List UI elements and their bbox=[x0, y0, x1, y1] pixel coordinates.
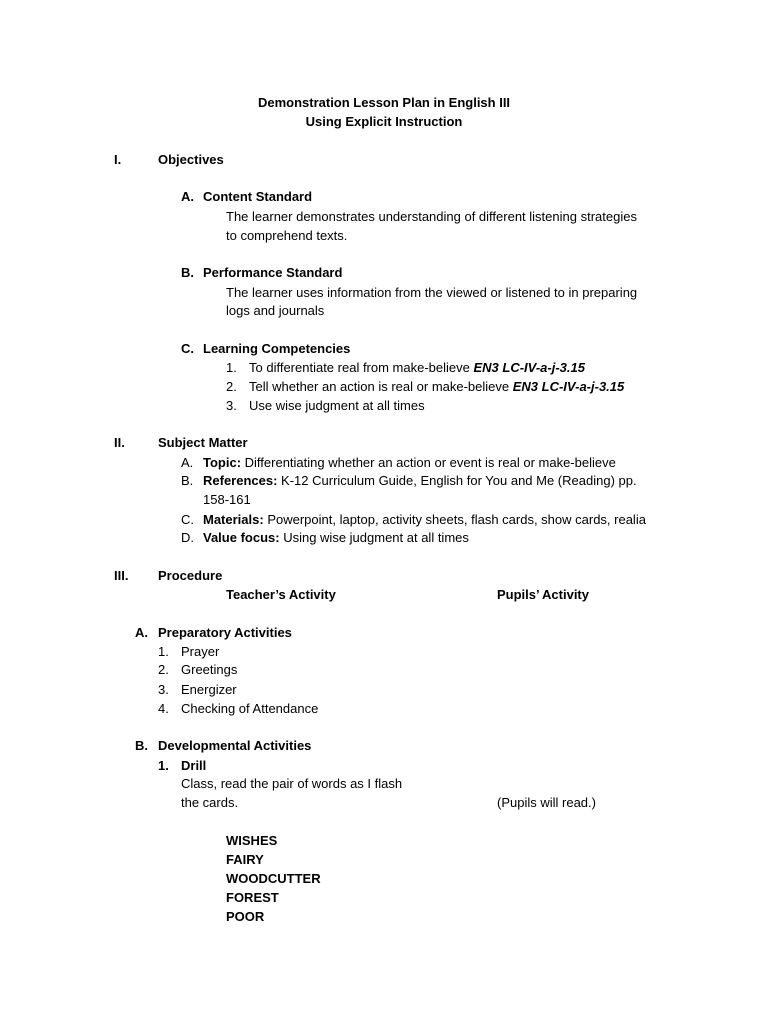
preparatory-item: Energizer bbox=[181, 682, 237, 697]
preparatory-letter: A. bbox=[135, 625, 148, 640]
learning-competencies-letter: C. bbox=[181, 341, 194, 356]
competency-number: 3. bbox=[226, 398, 237, 413]
competency-code: EN3 LC-IV-a-j-3.15 bbox=[512, 379, 625, 394]
subject-item-label: Value focus: bbox=[203, 530, 280, 545]
competency-code: EN3 LC-IV-a-j-3.15 bbox=[473, 360, 585, 375]
pupil-response: (Pupils will read.) bbox=[497, 795, 596, 810]
content-standard-title: Content Standard bbox=[203, 189, 313, 204]
content-standard-letter: A. bbox=[181, 189, 194, 204]
drill-word: WISHES bbox=[226, 833, 278, 848]
competency-text: Use wise judgment at all times bbox=[249, 398, 425, 413]
learning-competencies-title: Learning Competencies bbox=[203, 341, 351, 356]
subject-item-letter: C. bbox=[181, 512, 194, 527]
subject-item-text: K-12 Curriculum Guide, English for You and Me (Reading) pp. bbox=[277, 473, 637, 488]
subject-item-value-focus bbox=[203, 528, 469, 547]
developmental-title: Developmental Activities bbox=[158, 738, 312, 753]
drill-word: FAIRY bbox=[226, 852, 264, 867]
subject-item-text: Powerpoint, laptop, activity sheets, flash cards, show cards, realia bbox=[263, 512, 646, 527]
preparatory-title: Preparatory Activities bbox=[158, 625, 292, 640]
competency-item bbox=[249, 396, 425, 415]
performance-standard-text-line2: logs and journals bbox=[226, 303, 325, 318]
preparatory-number: 2. bbox=[158, 662, 169, 677]
section-1-title: Objectives bbox=[158, 152, 224, 167]
competency-item bbox=[249, 377, 624, 396]
section-2-title: Subject Matter bbox=[158, 435, 248, 450]
competency-text: Tell whether an action is real or make-believe bbox=[249, 379, 513, 394]
drill-word: FOREST bbox=[226, 890, 279, 905]
subject-item-materials bbox=[203, 510, 646, 529]
subject-item-text: Differentiating whether an action or event is real or make-believe bbox=[241, 455, 616, 470]
document-subtitle: Using Explicit Instruction bbox=[305, 114, 463, 129]
subject-item-letter: B. bbox=[181, 473, 194, 488]
subject-item-label: References: bbox=[203, 473, 278, 488]
subject-item-text: Using wise judgment at all times bbox=[279, 530, 469, 545]
content-standard-text-line1: The learner demonstrates understanding of different listening strategies bbox=[226, 209, 637, 224]
subject-item-label: Materials: bbox=[203, 512, 264, 527]
subject-item-label: Topic: bbox=[203, 455, 242, 470]
subject-item-letter: A. bbox=[181, 455, 194, 470]
preparatory-item: Prayer bbox=[181, 644, 220, 659]
drill-word: WOODCUTTER bbox=[226, 871, 321, 886]
competency-item bbox=[249, 358, 585, 377]
competency-number: 2. bbox=[226, 379, 237, 394]
teacher-activity-header: Teacher’s Activity bbox=[226, 587, 336, 602]
document-title: Demonstration Lesson Plan in English III bbox=[257, 95, 511, 110]
drill-number: 1. bbox=[158, 758, 169, 773]
section-3-title: Procedure bbox=[158, 568, 223, 583]
preparatory-number: 3. bbox=[158, 682, 169, 697]
subject-item-references bbox=[203, 471, 637, 490]
drill-title: Drill bbox=[181, 758, 207, 773]
performance-standard-letter: B. bbox=[181, 265, 194, 280]
subject-item-references-continued: 158-161 bbox=[203, 492, 251, 507]
preparatory-item: Checking of Attendance bbox=[181, 701, 319, 716]
drill-instruction-line1: Class, read the pair of words as I flash bbox=[181, 776, 403, 791]
drill-word: POOR bbox=[226, 909, 265, 924]
developmental-letter: B. bbox=[135, 738, 148, 753]
subject-item-letter: D. bbox=[181, 530, 194, 545]
subject-item-topic bbox=[203, 453, 616, 472]
preparatory-number: 4. bbox=[158, 701, 169, 716]
performance-standard-text-line1: The learner uses information from the viewed or listened to in preparing bbox=[226, 285, 638, 300]
content-standard-text-line2: to comprehend texts. bbox=[226, 228, 348, 243]
section-3-numeral: III. bbox=[114, 568, 129, 583]
competency-text: To differentiate real from make-believe bbox=[249, 360, 474, 375]
competency-number: 1. bbox=[226, 360, 237, 375]
drill-instruction-line2: the cards. bbox=[181, 795, 239, 810]
section-2-numeral: II. bbox=[114, 435, 125, 450]
preparatory-number: 1. bbox=[158, 644, 169, 659]
preparatory-item: Greetings bbox=[181, 662, 238, 677]
pupils-activity-header: Pupils’ Activity bbox=[497, 587, 589, 602]
section-1-numeral: I. bbox=[114, 152, 122, 167]
performance-standard-title: Performance Standard bbox=[203, 265, 343, 280]
